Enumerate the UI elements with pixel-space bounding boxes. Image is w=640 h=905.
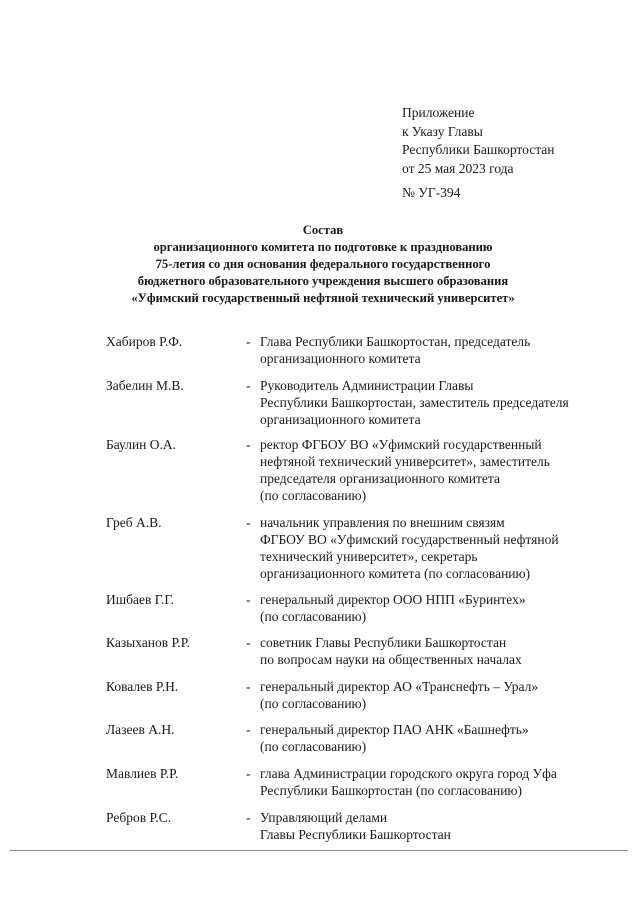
member-dash: - bbox=[246, 515, 251, 530]
appendix-line: от 25 мая 2023 года bbox=[402, 160, 514, 176]
member-name: Баулин О.А. bbox=[106, 437, 177, 452]
member-dash: - bbox=[246, 766, 251, 781]
role-line: генеральный директор ПАО АНК «Башнефть» bbox=[260, 722, 529, 737]
member-dash: - bbox=[246, 378, 251, 393]
role-line: ФГБОУ ВО «Уфимский государственный нефтяной bbox=[260, 532, 559, 547]
role-line: нефтяной технический университет», заместитель bbox=[260, 454, 550, 469]
role-line: Республики Башкортостан (по согласованию) bbox=[260, 783, 523, 798]
member-role bbox=[260, 436, 606, 504]
role-line: технический университет», секретарь bbox=[260, 549, 478, 564]
title-line: «Уфимский государственный нефтяной технический университет» bbox=[131, 291, 515, 305]
member-role bbox=[260, 678, 606, 712]
role-line: Глава Республики Башкортостан, председатель bbox=[260, 334, 531, 349]
member-dash: - bbox=[246, 635, 251, 650]
member-role bbox=[260, 377, 606, 428]
decree-number: № УГ-394 bbox=[402, 185, 461, 200]
role-line: (по согласованию) bbox=[260, 739, 367, 754]
member-role bbox=[260, 591, 606, 625]
member-dash: - bbox=[246, 679, 251, 694]
role-line: Управляющий делами bbox=[260, 810, 388, 825]
member-dash: - bbox=[246, 810, 251, 825]
member-name: Мавлиев Р.Р. bbox=[106, 766, 179, 781]
member-name: Казыханов Р.Р. bbox=[106, 635, 190, 650]
role-line: ректор ФГБОУ ВО «Уфимский государственный bbox=[260, 437, 542, 452]
role-line: организационного комитета (по согласованию) bbox=[260, 566, 531, 581]
member-dash: - bbox=[246, 592, 251, 607]
member-dash: - bbox=[246, 334, 251, 349]
member-role bbox=[260, 634, 606, 668]
role-line: (по согласованию) bbox=[260, 696, 367, 711]
role-line: советник Главы Республики Башкортостан bbox=[260, 635, 507, 650]
role-line: (по согласованию) bbox=[260, 609, 367, 624]
role-line: организационного комитета bbox=[260, 351, 421, 366]
role-line: председателя организационного комитета bbox=[260, 471, 500, 486]
role-line: по вопросам науки на общественных началах bbox=[260, 652, 522, 667]
role-line: Республики Башкортостан, заместитель председателя bbox=[260, 395, 569, 410]
role-line: (по согласованию) bbox=[260, 488, 367, 503]
role-line: генеральный директор ООО НПП «Буринтех» bbox=[260, 592, 526, 607]
title-line: организационного комитета по подготовке к празднованию bbox=[153, 240, 493, 254]
role-line: начальник управления по внешним связям bbox=[260, 515, 505, 530]
title-line: бюджетного образовательного учреждения высшего образования bbox=[137, 274, 509, 288]
member-name: Забелин М.В. bbox=[106, 378, 184, 393]
member-name: Лазеев А.Н. bbox=[106, 722, 175, 737]
appendix-line: Приложение bbox=[402, 105, 475, 120]
member-dash: - bbox=[246, 722, 251, 737]
member-name: Греб А.В. bbox=[106, 515, 162, 530]
appendix-line: Республики Башкортостан bbox=[402, 142, 555, 157]
member-name: Хабиров Р.Ф. bbox=[106, 334, 183, 349]
role-line: Главы Республики Башкортостан bbox=[260, 827, 451, 842]
role-line: генеральный директор АО «Транснефть – Урал» bbox=[260, 679, 539, 694]
title-line: 75-летия со дня основания федерального государственного bbox=[155, 257, 491, 271]
member-role bbox=[260, 809, 606, 843]
title-heading: Состав bbox=[302, 223, 344, 237]
member-name: Ребров Р.С. bbox=[106, 810, 172, 825]
role-line: Руководитель Администрации Главы bbox=[260, 378, 474, 393]
member-role bbox=[260, 721, 606, 755]
member-name: Ковалев Р.Н. bbox=[106, 679, 179, 694]
member-role bbox=[260, 765, 606, 799]
appendix-line: к Указу Главы bbox=[402, 123, 483, 139]
member-dash: - bbox=[246, 437, 251, 452]
member-role bbox=[260, 333, 606, 367]
role-line: организационного комитета bbox=[260, 412, 421, 427]
appendix-block bbox=[402, 104, 555, 203]
member-role bbox=[260, 514, 606, 582]
document-title bbox=[100, 222, 546, 307]
member-name: Ишбаев Г.Г. bbox=[106, 592, 175, 607]
role-line: глава Администрации городского округа город Уфа bbox=[260, 766, 557, 781]
page-bottom-divider bbox=[10, 850, 628, 851]
